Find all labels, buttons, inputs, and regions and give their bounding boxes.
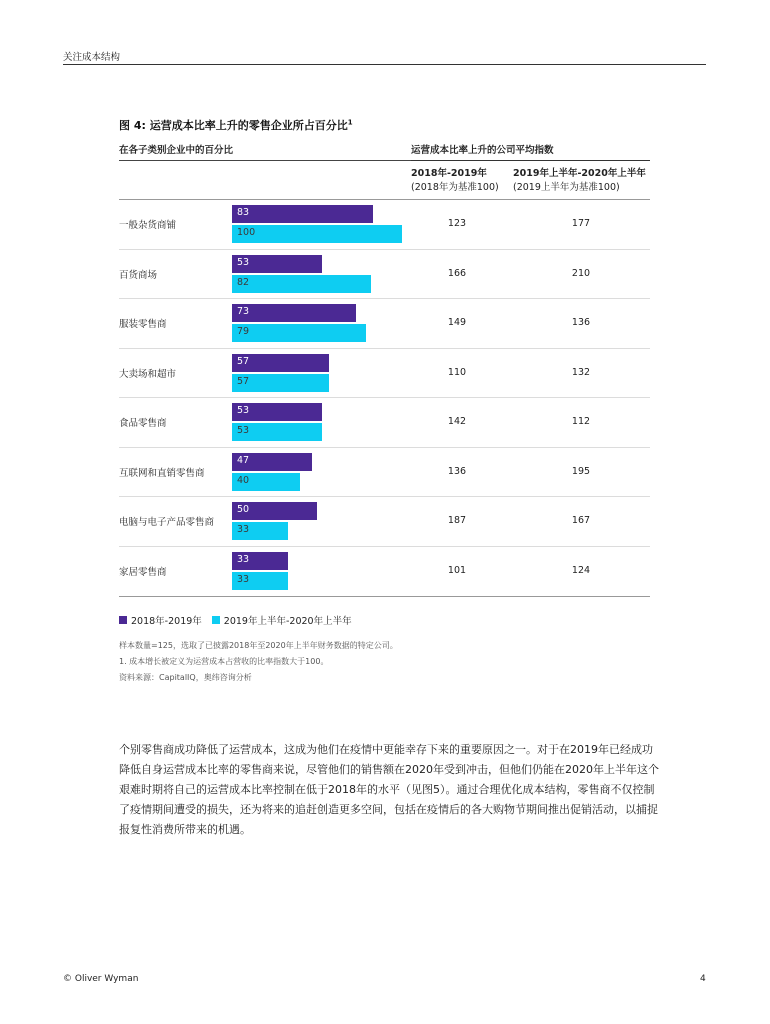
- index-col1-value: 187: [447, 515, 467, 526]
- index-col1-heading-line1: 2018年-2019年: [411, 168, 487, 179]
- index-col2-value: 167: [571, 515, 591, 526]
- bar-2019h1-2020h1: [232, 374, 329, 392]
- bar-value-label: 53: [237, 425, 250, 436]
- bar-value-label: 40: [237, 474, 250, 486]
- figure-title-footnote: 1: [347, 118, 353, 127]
- legend-label-2: 2019年上半年-2020年上半年: [223, 616, 352, 627]
- index-col1-value: 166: [447, 267, 467, 279]
- bar-2018-2019: [232, 502, 317, 520]
- row-divider: [119, 348, 650, 349]
- category-label: 家居零售商: [119, 566, 167, 578]
- index-col2-value: 124: [571, 564, 591, 576]
- bar-value-label: 33: [237, 553, 250, 565]
- bar-value-label: 53: [237, 405, 250, 416]
- category-label: 大卖场和超市: [119, 368, 177, 380]
- bar-value-label: 82: [237, 276, 250, 288]
- bar-2018-2019: [232, 552, 288, 570]
- bar-value-label: 57: [237, 355, 250, 367]
- right-column-heading: 运营成本比率上升的公司平均指数: [411, 145, 554, 156]
- category-label: 互联网和直销零售商: [119, 467, 205, 479]
- bar-2019h1-2020h1: [232, 275, 371, 293]
- row-divider: [119, 447, 650, 448]
- row-divider: [119, 496, 650, 497]
- index-col1-value: 149: [447, 317, 467, 328]
- index-col1-value: 136: [447, 465, 467, 477]
- index-col2-value: 132: [571, 366, 591, 378]
- bar-2019h1-2020h1: [232, 324, 366, 342]
- bar-2019h1-2020h1: [232, 473, 300, 491]
- bar-2018-2019: [232, 403, 322, 421]
- bar-2018-2019: [232, 255, 322, 273]
- category-label: 食品零售商: [119, 418, 167, 429]
- legend-swatch-cyan: [212, 616, 220, 624]
- bar-2019h1-2020h1: [232, 522, 288, 540]
- footer-copyright: © Oliver Wyman: [63, 974, 139, 984]
- index-col2-value: 112: [571, 416, 591, 427]
- legend-item-1: [119, 613, 202, 627]
- index-col2-value: 195: [571, 465, 591, 477]
- index-col2-value: 210: [571, 267, 591, 279]
- row-divider: [119, 546, 650, 547]
- category-label: 百货商场: [119, 269, 158, 281]
- bar-value-label: 33: [237, 573, 250, 585]
- index-col1-value: 110: [447, 366, 467, 378]
- bar-value-label: 47: [237, 454, 250, 466]
- row-divider: [119, 249, 650, 250]
- chart-bottom-rule: [119, 596, 650, 597]
- legend: [119, 613, 362, 627]
- index-col1-heading: [411, 167, 499, 195]
- legend-label-1: 2018年-2019年: [131, 616, 202, 627]
- row-divider: [119, 397, 650, 398]
- footnote-1: 1. 成本增长被定义为运营成本占营收的比率指数大于100。: [119, 657, 329, 666]
- figure-title-text: 图 4: 运营成本比率上升的零售企业所占百分比: [119, 119, 348, 132]
- bar-value-label: 33: [237, 524, 250, 535]
- sample-note: 样本数量=125，选取了已披露2018年至2020年上半年财务数据的特定公司。: [119, 641, 398, 650]
- body-paragraph: 个别零售商成功降低了运营成本，这成为他们在疫情中更能幸存下来的重要原因之一。对于在2019年已经成功降低自身运营成本比率的零售商来说，尽管他们的销售额在2020年受到冲击，但他们仍能在2020年上半年这个艰难时期将自己的运营成本比率控制在低于2018年的水平（见图5）。通过合理优化成本结构，零售商不仅控制了疫情期间遭受的损失，还为将来的追赶创造更多空间，包括在疫情后的各大购物节期间推出促销活动，以捕捉报复性消费所带来的机遇。: [119, 743, 659, 836]
- bar-value-label: 83: [237, 207, 250, 218]
- bar-value-label: 50: [237, 504, 250, 515]
- left-column-heading: 在各子类别企业中的百分比: [119, 145, 234, 156]
- legend-item-2: [212, 613, 352, 627]
- index-col2-heading-line1: 2019年上半年-2020年上半年: [513, 168, 646, 179]
- page-number: 4: [700, 974, 706, 984]
- index-col2-heading: [513, 167, 646, 195]
- row-divider: [119, 298, 650, 299]
- bar-value-label: 100: [237, 227, 256, 238]
- category-label: 电脑与电子产品零售商: [119, 517, 215, 528]
- header-rule: [63, 64, 706, 65]
- index-col2-value: 136: [571, 317, 591, 328]
- running-header: 关注成本结构: [63, 52, 121, 63]
- index-col2-heading-line2: (2019上半年为基准100): [513, 182, 620, 193]
- bar-2018-2019: [232, 205, 373, 223]
- figure-title: [119, 117, 353, 133]
- bar-2018-2019: [232, 453, 312, 471]
- legend-swatch-purple: [119, 616, 127, 624]
- category-label: 一般杂货商铺: [119, 220, 177, 231]
- subheading-rule: [119, 199, 650, 200]
- index-col1-value: 123: [447, 218, 467, 229]
- bar-value-label: 57: [237, 375, 250, 387]
- bar-value-label: 73: [237, 306, 250, 317]
- bar-2018-2019: [232, 354, 329, 372]
- index-col1-value: 101: [447, 564, 467, 576]
- index-col2-value: 177: [571, 218, 591, 229]
- bar-value-label: 79: [237, 326, 250, 337]
- category-label: 服装零售商: [119, 319, 167, 330]
- bar-2019h1-2020h1: [232, 225, 402, 243]
- bar-2018-2019: [232, 304, 356, 322]
- index-col1-heading-line2: (2018年为基准100): [411, 182, 499, 193]
- source-note: 资料来源：CapitalIQ，奥纬咨询分析: [119, 673, 252, 682]
- index-col1-value: 142: [447, 416, 467, 427]
- heading-rule-right: [411, 160, 650, 161]
- bar-value-label: 53: [237, 256, 250, 268]
- bar-2019h1-2020h1: [232, 423, 322, 441]
- bar-2019h1-2020h1: [232, 572, 288, 590]
